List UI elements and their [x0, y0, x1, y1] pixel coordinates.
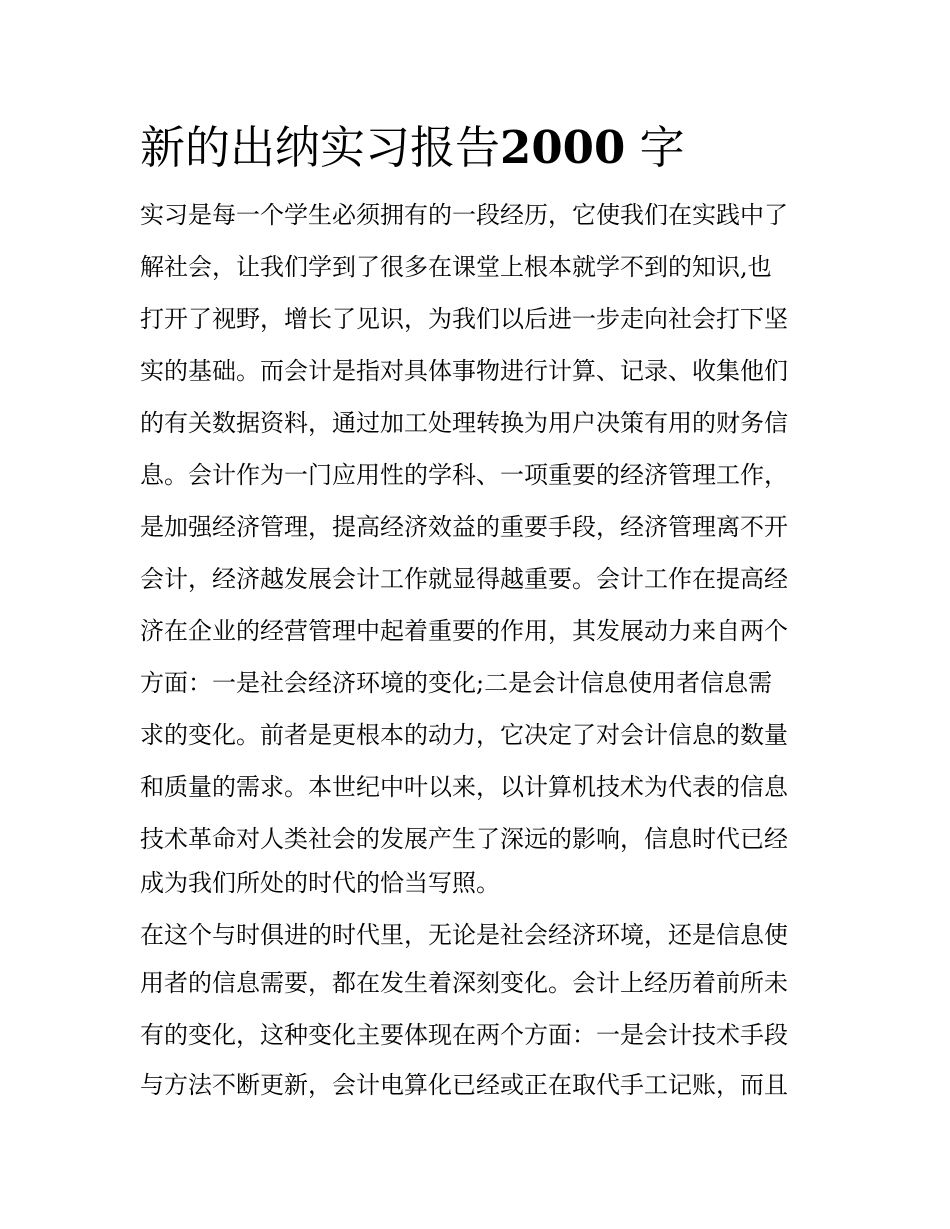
body-line: 成为我们所处的时代的恰当写照。	[140, 869, 500, 897]
body-line: 技术革命对人类社会的发展产生了深远的影响，信息时代已经	[140, 825, 788, 853]
body-line: 济在企业的经营管理中起着重要的作用，其发展动力来自两个	[140, 617, 788, 645]
body-line: 会计，经济越发展会计工作就显得越重要。会计工作在提高经	[140, 565, 788, 593]
body-line: 打开了视野，增长了见识，为我们以后进一步走向社会打下坚	[140, 305, 788, 333]
body-line: 息。会计作为一门应用性的学科、一项重要的经济管理工作，	[140, 461, 788, 489]
title-number: 2000	[500, 121, 626, 174]
body-line: 是加强经济管理，提高经济效益的重要手段，经济管理离不开	[140, 513, 788, 541]
document-title	[140, 118, 685, 178]
body-line: 求的变化。前者是更根本的动力，它决定了对会计信息的数量	[140, 721, 788, 749]
body-line: 实习是每一个学生必须拥有的一段经历，它使我们在实践中了	[140, 201, 788, 229]
body-line: 的有关数据资料，通过加工处理转换为用户决策有用的财务信	[140, 409, 788, 437]
body-line: 有的变化，这种变化主要体现在两个方面：一是会计技术手段	[140, 1021, 788, 1049]
body-line: 实的基础。而会计是指对具体事物进行计算、记录、收集他们	[140, 357, 788, 385]
body-line: 解社会，让我们学到了很多在课堂上根本就学不到的知识,也	[140, 253, 772, 281]
body-line: 在这个与时俱进的时代里，无论是社会经济环境，还是信息使	[140, 921, 788, 949]
title-suffix: 字	[639, 121, 685, 174]
body-line: 与方法不断更新，会计电算化已经或正在取代手工记账，而且	[140, 1071, 788, 1099]
title-prefix: 新的出纳实习报告	[140, 121, 501, 174]
body-line: 方面：一是社会经济环境的变化;二是会计信息使用者信息需	[140, 669, 773, 697]
body-line: 用者的信息需要，都在发生着深刻变化。会计上经历着前所未	[140, 969, 788, 997]
body-line: 和质量的需求。本世纪中叶以来，以计算机技术为代表的信息	[140, 773, 788, 801]
